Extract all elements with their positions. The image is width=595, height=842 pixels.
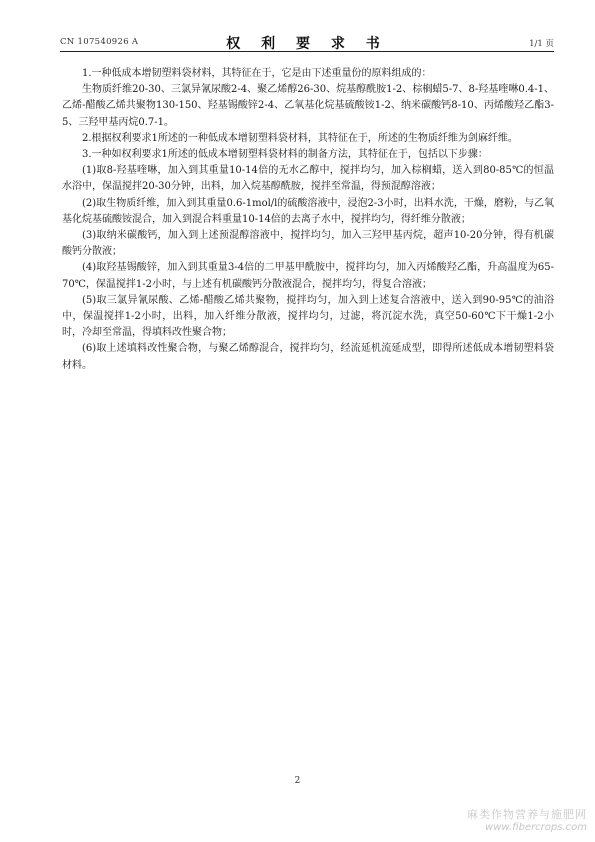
claim-3: 3.一种如权利要求1所述的低成本增韧塑料袋材料的制备方法，其特征在于，包括以下步骤： [82, 149, 488, 161]
claim-1-composition: 生物质纤维20-30、三氯异氰尿酸2-4、聚乙烯醇26-30、烷基醇酰胺1-2、棕榈蜡5-7、8-羟基喹啉0.4-1、乙烯-醋酸乙烯共聚物130-150、羟基锡酸锌2-4、乙氧基化烷基硫酸铵1-2、纳米碳酸钙8-10、丙烯酸羟乙酯3-5、三羟甲基丙烷0.7-1。 [62, 84, 554, 128]
watermark-url: www.fibercrops.com [485, 822, 587, 833]
step-2: (2)取生物质纤维，加入到其重量0.6-1mol/l的硫酸溶液中，浸泡2-3小时，出料水洗，干燥，磨粉，与乙氧基化烷基硫酸铵混合，加入到混合料重量10-14倍的去离子水中，搅拌均匀，得纤维分散液； [62, 197, 554, 225]
watermark [467, 808, 587, 834]
document-title: 权 利 要 求 书 [226, 36, 388, 52]
claims-body [62, 66, 554, 374]
publication-number: CN 107540926 A [60, 37, 139, 47]
page-header [60, 33, 554, 52]
watermark-site-name: 麻类作物营养与施肥网 [467, 808, 587, 821]
step-5: (5)取三氯异氰尿酸、乙烯-醋酸乙烯共聚物，搅拌均匀，加入到上述复合溶液中，送入到90-95℃的油浴中，保温搅拌1-2小时，出料，加入纤维分散液，搅拌均匀，过滤，将沉淀水洗，真空50-60℃下干燥1-2小时，冷却至常温，得填料改性聚合物； [62, 294, 554, 339]
step-1: (1)取8-羟基喹啉，加入到其重量10-14倍的无水乙醇中，搅拌均匀，加入棕榈蜡，送入到80-85℃的恒温水浴中，保温搅拌20-30分钟，出料，加入烷基醇酰胺，搅拌至常温，得预混醇溶液； [62, 165, 554, 193]
claim-2: 2.根据权利要求1所述的一种低成本增韧塑料袋材料，其特征在于，所述的生物质纤维为剑麻纤维。 [82, 132, 518, 144]
claim-1: 1.一种低成本增韧塑料袋材料，其特征在于，它是由下述重量份的原料组成的： [82, 68, 432, 79]
page-number: 2 [294, 776, 301, 786]
step-3: (3)取纳米碳酸钙，加入到上述预混醇溶液中，搅拌均匀，加入三羟甲基丙烷，超声10-20分钟，得有机碳酸钙分散液； [62, 230, 554, 258]
step-6: (6)取上述填料改性聚合物，与聚乙烯醇混合，搅拌均匀，经流延机流延成型，即得所述低成本增韧塑料袋材料。 [62, 343, 554, 371]
page-indicator: 1/1 页 [529, 39, 554, 49]
step-4: (4)取羟基锡酸锌，加入到其重量3-4倍的二甲基甲酰胺中，搅拌均匀，加入丙烯酸羟乙酯，升高温度为65-70℃，保温搅拌1-2小时，与上述有机碳酸钙分散液混合，搅拌均匀，得复合溶液； [62, 262, 554, 290]
